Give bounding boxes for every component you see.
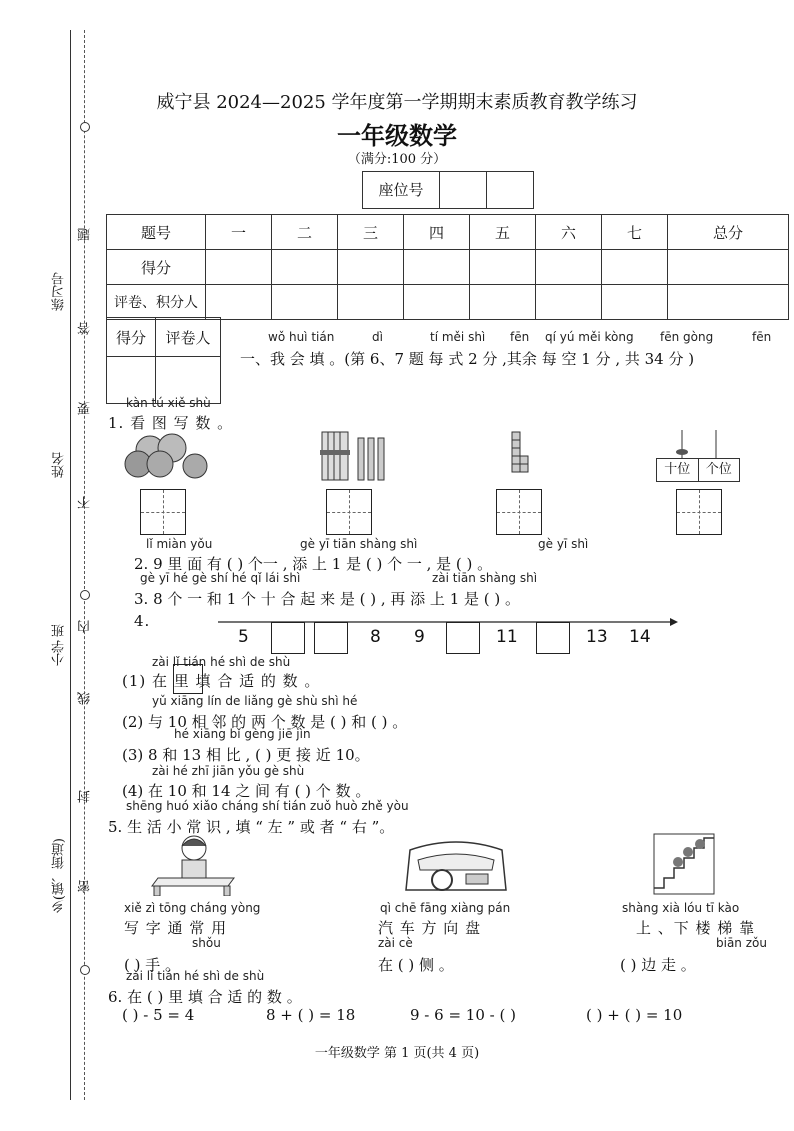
pinyin: fēn — [510, 330, 530, 344]
q5-a-text: 写 字 通 常 用 — [124, 919, 228, 937]
score-table — [106, 214, 789, 320]
number-label: 13 — [586, 627, 608, 647]
pinyin: zài lǐ tián hé shì de shù — [152, 655, 291, 669]
pinyin: kàn tú xiě shù — [126, 396, 211, 410]
margin-xiang: 乡(镇、街道) — [52, 838, 67, 914]
q6-text: 6. 在 ( ) 里 填 合 适 的 数 。 — [108, 988, 302, 1006]
number-blank[interactable] — [271, 622, 305, 654]
seat-number-box — [362, 171, 534, 209]
number-label: 14 — [629, 627, 651, 647]
exam-title: 威宁县 2024—2025 学年度第一学期期末素质教育教学练习 — [156, 92, 638, 113]
abacus-label-box — [656, 458, 740, 482]
margin-dash-line — [84, 30, 85, 1100]
pinyin: qì chē fāng xiàng pán — [380, 901, 511, 915]
small-box-icon — [173, 664, 203, 694]
pinyin: fēn — [752, 330, 772, 344]
pinyin: zài lǐ tián hé shì de shù — [126, 969, 265, 983]
margin-seal-char: 题 — [78, 228, 93, 241]
answer-grid[interactable] — [326, 489, 372, 535]
pinyin: tí měi shì — [430, 330, 486, 344]
margin-seal-char: 线 — [78, 692, 93, 705]
q5-a-fill: ( ) 手 。 — [124, 956, 181, 974]
score-cell[interactable] — [272, 285, 338, 320]
pinyin: zài tiān shàng shì — [432, 571, 538, 585]
pinyin: shàng xià lóu tī kào — [622, 901, 740, 915]
pinyin: gè yī tiān shàng shì — [300, 537, 418, 551]
margin-lianxihao: 练习号 — [52, 272, 67, 311]
score-header: 题号 — [107, 215, 206, 250]
pinyin: biān zǒu — [716, 936, 767, 950]
score-cell[interactable] — [536, 285, 602, 320]
cubes-picture — [506, 430, 536, 486]
margin-seal-char: 答 — [78, 322, 93, 335]
q6-eq1: ( ) - 5 = 4 — [122, 1006, 195, 1024]
pinyin: gè yī hé gè shí hé qǐ lái shì — [140, 571, 301, 585]
number-label: 9 — [414, 627, 425, 647]
q5-c-fill: ( ) 边 走 。 — [620, 956, 696, 974]
margin-seal-char: 要 — [78, 402, 93, 415]
q5-b-text: 汽 车 方 向 盘 — [378, 919, 482, 937]
score-cell[interactable] — [470, 285, 536, 320]
q6-eq3: 9 - 6 = 10 - ( ) — [410, 1006, 516, 1024]
score-cell[interactable] — [404, 285, 470, 320]
pinyin: gè yī shì — [538, 537, 589, 551]
score-header: 四 — [404, 215, 470, 250]
score-cell[interactable] — [470, 250, 536, 285]
margin-hole — [80, 965, 90, 975]
q4-sub3: (3) 8 和 13 相 比 , ( ) 更 接 近 10。 — [122, 746, 370, 764]
subject-title: 一年级数学 — [337, 121, 457, 150]
seat-cell[interactable] — [486, 172, 533, 208]
pinyin: zài hé zhī jiān yǒu gè shù — [152, 764, 305, 778]
q1-text: 1. 看 图 写 数 。 — [108, 414, 234, 432]
pinyin: qí yú měi kòng — [545, 330, 634, 344]
score-cell[interactable] — [536, 250, 602, 285]
number-label: 8 — [370, 627, 381, 647]
score-cell[interactable] — [338, 250, 404, 285]
ones-label: 个位 — [705, 462, 732, 477]
abacus-picture — [656, 428, 740, 458]
grader-label: 评卷人 — [156, 318, 221, 357]
q5-text: 5. 生 活 小 常 识 , 填 “ 左 ” 或 者 “ 右 ”。 — [108, 818, 395, 836]
q4-label: 4. — [134, 612, 151, 630]
pinyin: hé xiāng bǐ gèng jiē jìn — [174, 727, 311, 741]
score-row-label: 评卷、积分人 — [107, 285, 206, 320]
score-header: 六 — [536, 215, 602, 250]
margin-hole — [80, 590, 90, 600]
pinyin: zài cè — [378, 936, 413, 950]
margin-xiaoxue: 小学 — [52, 640, 67, 666]
score-header: 总分 — [668, 215, 789, 250]
margin-ban: 班 — [52, 624, 67, 637]
score-header: 一 — [206, 215, 272, 250]
margin-seal-char: 不 — [78, 496, 93, 509]
oranges-picture — [120, 432, 210, 482]
pinyin: dì — [372, 330, 383, 344]
score-header: 五 — [470, 215, 536, 250]
answer-grid[interactable] — [496, 489, 542, 535]
seat-label: 座位号 — [378, 181, 424, 199]
score-cell[interactable] — [602, 250, 668, 285]
score-header: 二 — [272, 215, 338, 250]
pinyin: fēn gòng — [660, 330, 714, 344]
answer-grid[interactable] — [140, 489, 186, 535]
tens-label: 十位 — [657, 459, 699, 481]
score-header: 三 — [338, 215, 404, 250]
margin-seal-char: 内 — [78, 620, 93, 633]
q2-text: 2. 9 里 面 有 ( ) 个一 , 添 上 1 是 ( ) 个 一 , 是 ( ) 。 — [134, 555, 493, 573]
pinyin: shēng huó xiǎo cháng shí tián zuǒ huò zhě yòu — [126, 799, 409, 813]
answer-grid[interactable] — [676, 489, 722, 535]
score-cell[interactable] — [338, 285, 404, 320]
girl-writing-picture — [148, 832, 238, 896]
score-row-label: 得分 — [107, 250, 206, 285]
grader-score-label: 得分 — [107, 318, 156, 357]
score-header: 七 — [602, 215, 668, 250]
score-cell[interactable] — [404, 250, 470, 285]
grader-box — [106, 317, 221, 404]
pinyin: yǔ xiāng lín de liǎng gè shù shì hé — [152, 694, 358, 708]
number-blank[interactable] — [446, 622, 480, 654]
score-cell[interactable] — [602, 285, 668, 320]
q4-sub2: (2) 与 10 相 邻 的 两 个 数 是 ( ) 和 ( ) 。 — [122, 713, 408, 731]
score-cell[interactable] — [272, 250, 338, 285]
seat-cell[interactable] — [439, 172, 486, 208]
section1-title: 一、我 会 填 。(第 6、7 题 每 式 2 分 ,其余 每 空 1 分 , 共 34 分 ) — [240, 350, 695, 368]
score-cell[interactable] — [206, 250, 272, 285]
stairs-picture — [652, 832, 716, 896]
score-cell[interactable] — [668, 285, 789, 320]
margin-seal-char: 封 — [78, 790, 93, 803]
pinyin: lǐ miàn yǒu — [146, 537, 213, 551]
q3-text: 3. 8 个 一 和 1 个 十 合 起 来 是 ( ) , 再 添 上 1 是 ( ) 。 — [134, 590, 521, 608]
margin-xingming: 姓名 — [52, 452, 67, 478]
number-label: 11 — [496, 627, 518, 647]
number-label: 5 — [238, 627, 249, 647]
page-footer: 一年级数学 第 1 页(共 4 页) — [314, 1046, 480, 1061]
q6-eq2: 8 + ( ) = 18 — [266, 1006, 356, 1024]
pinyin: wǒ huì tián — [268, 330, 335, 344]
number-blank[interactable] — [314, 622, 348, 654]
score-cell[interactable] — [668, 250, 789, 285]
car-steering-picture — [396, 830, 516, 896]
q6-eq4: ( ) + ( ) = 10 — [586, 1006, 683, 1024]
full-score: （满分:100 分） — [347, 152, 447, 167]
pinyin: xiě zì tōng cháng yòng — [124, 901, 261, 915]
margin-line — [70, 30, 71, 1100]
q5-c-text: 上 、下 楼 梯 靠 — [636, 919, 756, 937]
score-cell[interactable] — [206, 285, 272, 320]
q4-sub1: (1) 在 里 填 合 适 的 数 。 — [122, 672, 321, 690]
q5-b-fill: 在 ( ) 侧 。 — [378, 956, 454, 974]
q4-sub4: (4) 在 10 和 14 之 间 有 ( ) 个 数 。 — [122, 782, 371, 800]
sticks-picture — [318, 428, 388, 484]
margin-seal-char: 密 — [78, 880, 93, 893]
pinyin: shǒu — [192, 936, 221, 950]
number-blank[interactable] — [536, 622, 570, 654]
